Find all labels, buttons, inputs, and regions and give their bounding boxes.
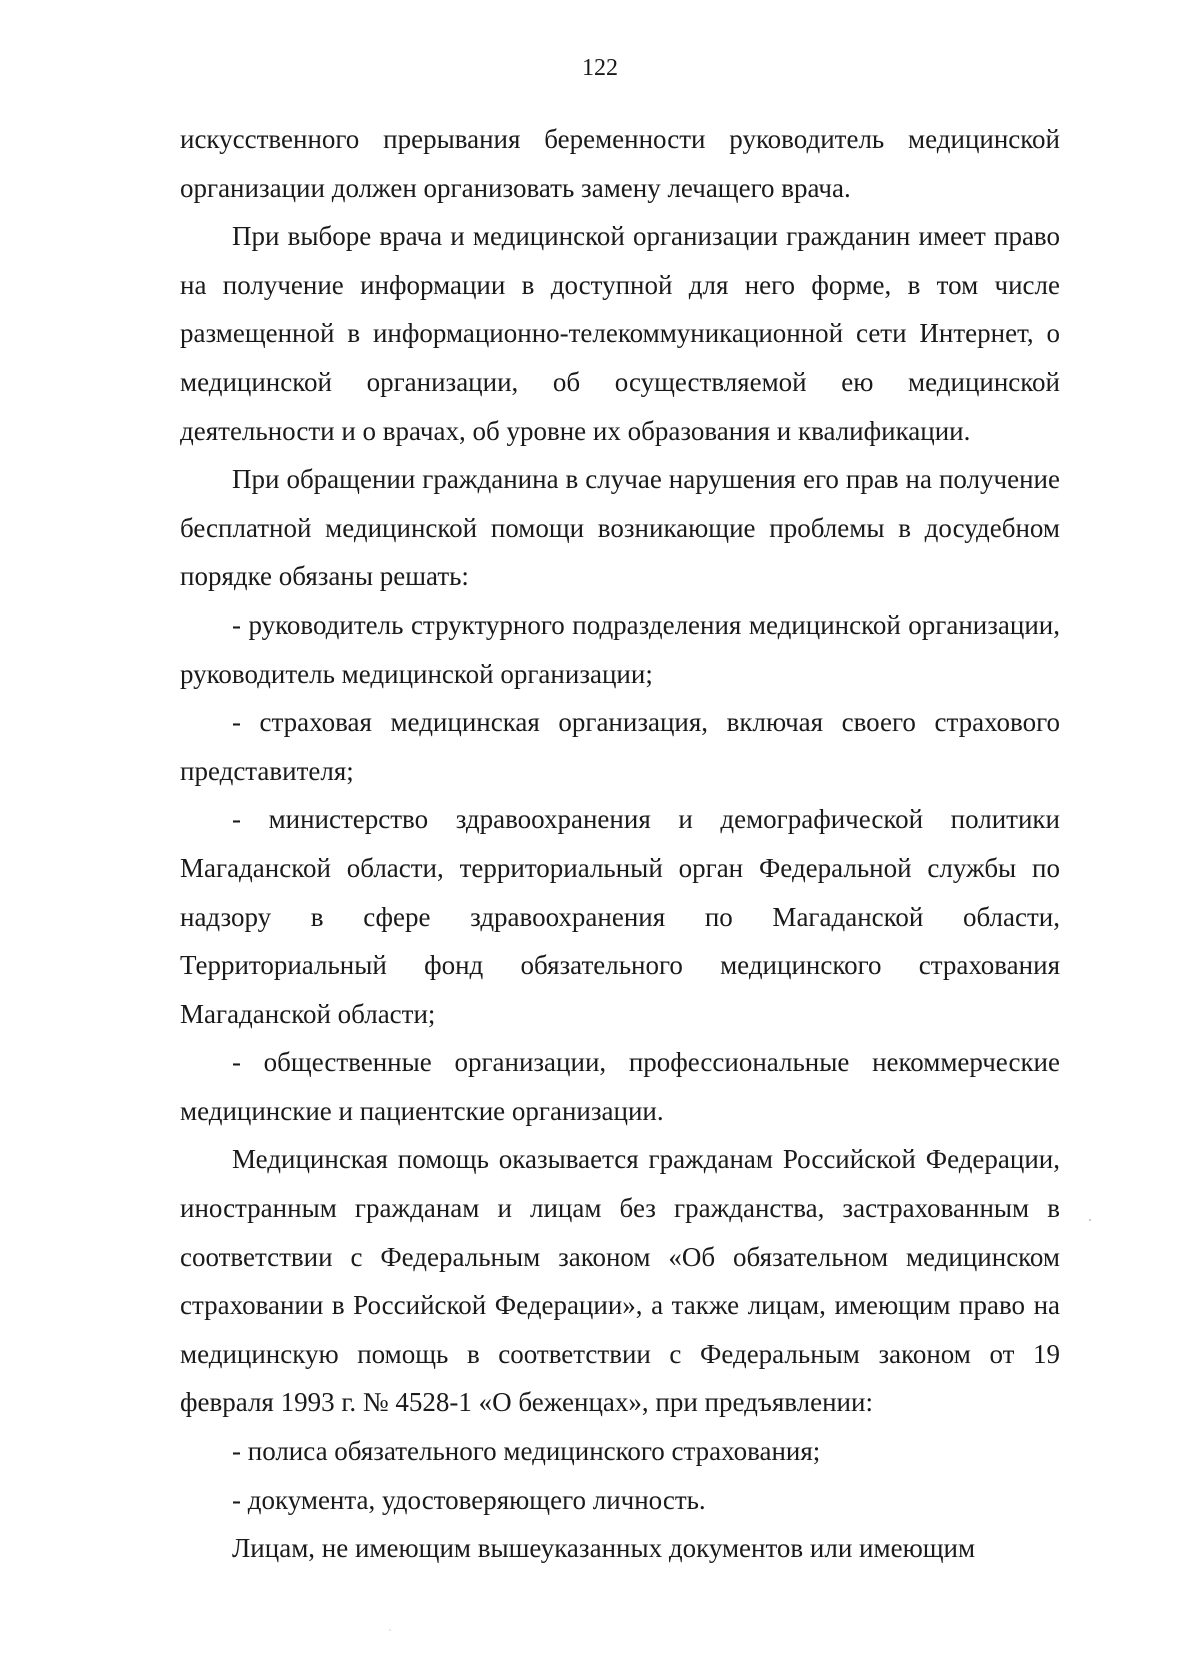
list-item: - министерство здравоохранения и демографической политики Магаданской области, территориальный орган Федеральной службы по надзору в сфере здравоохранения по Магаданской области, Территориальный фонд обязательного медицинского страхования Магаданской области;	[180, 804, 1060, 1029]
page-number: 122	[582, 55, 618, 81]
paragraph: При выборе врача и медицинской организации гражданин имеет право на получение информации в доступной для него форме, в том числе размещенной в информационно-телекоммуникационной сети Интернет, о медицинской организации, об осуществляемой ею медицинской деятельности и о врачах, об уровне их образования и квалификации.	[180, 221, 1060, 446]
paragraph: Лицам, не имеющим вышеуказанных документов или имеющим	[232, 1533, 976, 1564]
scan-speck	[1089, 1219, 1091, 1221]
list-item: - руководитель структурного подразделения медицинской организации, руководитель медицинской организации;	[180, 609, 1060, 689]
list-item: - страховая медицинская организация, включая своего страхового представителя;	[180, 707, 1060, 786]
paragraph: Медицинская помощь оказывается гражданам Российской Федерации, иностранным гражданам и лицам без гражданства, застрахованным в соответствии с Федеральным законом «Об обязательном медицинском страховании в Российской Федерации», а также лицам, имеющим право на медицинскую помощь в соответствии с Федеральным законом от 19 февраля 1993 г. № 4528-1 «О беженцах», при предъявлении:	[180, 1144, 1060, 1418]
scan-speck	[389, 1629, 391, 1631]
list-item: - документа, удостоверяющего личность.	[232, 1484, 706, 1515]
paragraph: При обращении гражданина в случае нарушения его прав на получение бесплатной медицинской помощи возникающие проблемы в досудебном порядке обязаны решать:	[180, 464, 1060, 592]
list-item: - полиса обязательного медицинского страхования;	[232, 1436, 821, 1467]
body-text	[180, 115, 1060, 1573]
list-item: - общественные организации, профессиональные некоммерческие медицинские и пациентские организации.	[180, 1047, 1060, 1126]
paragraph: искусственного прерывания беременности руководитель медицинской организации должен организовать замену лечащего врача.	[180, 124, 1060, 203]
